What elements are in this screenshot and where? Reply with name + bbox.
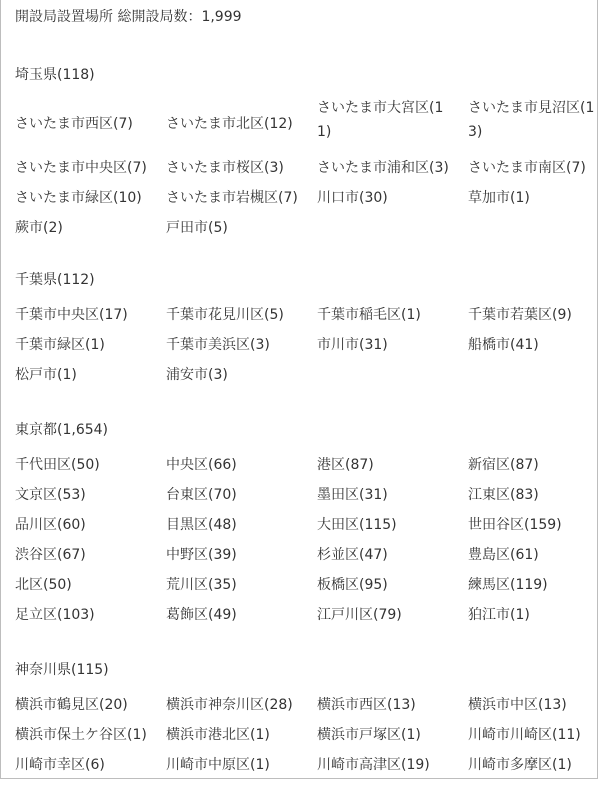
city-item: 横浜市保土ケ谷区(1) xyxy=(15,727,147,743)
city-item: 横浜市鶴見区(20) xyxy=(15,697,128,713)
city-item: 豊島区(61) xyxy=(468,547,539,563)
city-item: 目黒区(48) xyxy=(166,517,237,533)
city-item: 横浜市戸塚区(1) xyxy=(317,727,421,743)
city-item: 江東区(83) xyxy=(468,487,539,503)
city-item: 川崎市多摩区(1) xyxy=(468,757,572,773)
city-item: 千葉市美浜区(3) xyxy=(166,337,270,353)
city-item: 台東区(70) xyxy=(166,487,237,503)
city-item: 横浜市港北区(1) xyxy=(166,727,270,743)
city-grid xyxy=(15,300,595,390)
total-stations-count: 総開設局数：1,999 xyxy=(117,9,242,25)
city-item: 船橋市(41) xyxy=(468,337,539,353)
city-item: さいたま市桜区(3) xyxy=(166,160,284,176)
city-item: 世田谷区(159) xyxy=(468,517,562,533)
city-item: 足立区(103) xyxy=(15,607,95,623)
city-item: さいたま市緑区(10) xyxy=(15,190,142,206)
prefecture-heading: 神奈川県(115) xyxy=(15,662,109,678)
city-item: さいたま市岩槻区(7) xyxy=(166,190,298,206)
city-item: 千葉市花見川区(5) xyxy=(166,307,284,323)
city-item: 杉並区(47) xyxy=(317,547,388,563)
city-item: 千代田区(50) xyxy=(15,457,100,473)
city-item: 練馬区(119) xyxy=(468,577,548,593)
city-item: さいたま市浦和区(3) xyxy=(317,160,449,176)
city-grid xyxy=(15,690,595,780)
city-item: 新宿区(87) xyxy=(468,457,539,473)
city-item: 狛江市(1) xyxy=(468,607,530,623)
city-item: 大田区(115) xyxy=(317,517,397,533)
city-item: さいたま市北区(12) xyxy=(166,116,293,132)
city-item: 葛飾区(49) xyxy=(166,607,237,623)
city-item: 横浜市中区(13) xyxy=(468,697,567,713)
city-item: さいたま市見沼区(13) xyxy=(468,100,595,140)
city-item: 横浜市西区(13) xyxy=(317,697,416,713)
city-item: 港区(87) xyxy=(317,457,374,473)
city-item: 川口市(30) xyxy=(317,190,388,206)
city-item: 千葉市中央区(17) xyxy=(15,307,128,323)
city-item: 千葉市緑区(1) xyxy=(15,337,105,353)
city-item: 川崎市幸区(6) xyxy=(15,757,105,773)
city-item: 川崎市高津区(19) xyxy=(317,757,430,773)
city-item: 文京区(53) xyxy=(15,487,86,503)
prefecture-heading: 千葉県(112) xyxy=(15,272,95,288)
city-item: 墨田区(31) xyxy=(317,487,388,503)
prefecture-heading: 埼玉県(118) xyxy=(15,67,95,83)
page-header xyxy=(15,7,242,27)
city-item: 中野区(39) xyxy=(166,547,237,563)
city-item: 草加市(1) xyxy=(468,190,530,206)
prefecture-section-tokyo xyxy=(15,420,595,630)
city-item: 戸田市(5) xyxy=(166,220,228,236)
prefecture-section-kanagawa xyxy=(15,660,595,780)
city-item: さいたま市中央区(7) xyxy=(15,160,147,176)
city-grid xyxy=(15,450,595,630)
city-item: 蕨市(2) xyxy=(15,220,63,236)
city-item: 千葉市若葉区(9) xyxy=(468,307,572,323)
city-item: 品川区(60) xyxy=(15,517,86,533)
prefecture-section-saitama xyxy=(15,65,595,243)
prefecture-heading: 東京都(1,654) xyxy=(15,422,109,438)
city-item: 川崎市中原区(1) xyxy=(166,757,270,773)
city-item: 市川市(31) xyxy=(317,337,388,353)
city-item: 渋谷区(67) xyxy=(15,547,86,563)
prefecture-section-chiba xyxy=(15,270,595,390)
city-item: さいたま市大宮区(11) xyxy=(317,100,444,140)
city-item: 千葉市稲毛区(1) xyxy=(317,307,421,323)
city-item: 板橋区(95) xyxy=(317,577,388,593)
page-title: 開設局設置場所 xyxy=(15,9,113,25)
city-item: 川崎市川崎区(11) xyxy=(468,727,581,743)
city-item: 中央区(66) xyxy=(166,457,237,473)
city-item: さいたま市南区(7) xyxy=(468,160,586,176)
city-item: 江戸川区(79) xyxy=(317,607,402,623)
city-item: 松戸市(1) xyxy=(15,367,77,383)
city-grid xyxy=(15,95,595,243)
city-item: 荒川区(35) xyxy=(166,577,237,593)
city-item: 北区(50) xyxy=(15,577,72,593)
city-item: 浦安市(3) xyxy=(166,367,228,383)
city-item: 横浜市神奈川区(28) xyxy=(166,697,293,713)
city-item: さいたま市西区(7) xyxy=(15,116,133,132)
